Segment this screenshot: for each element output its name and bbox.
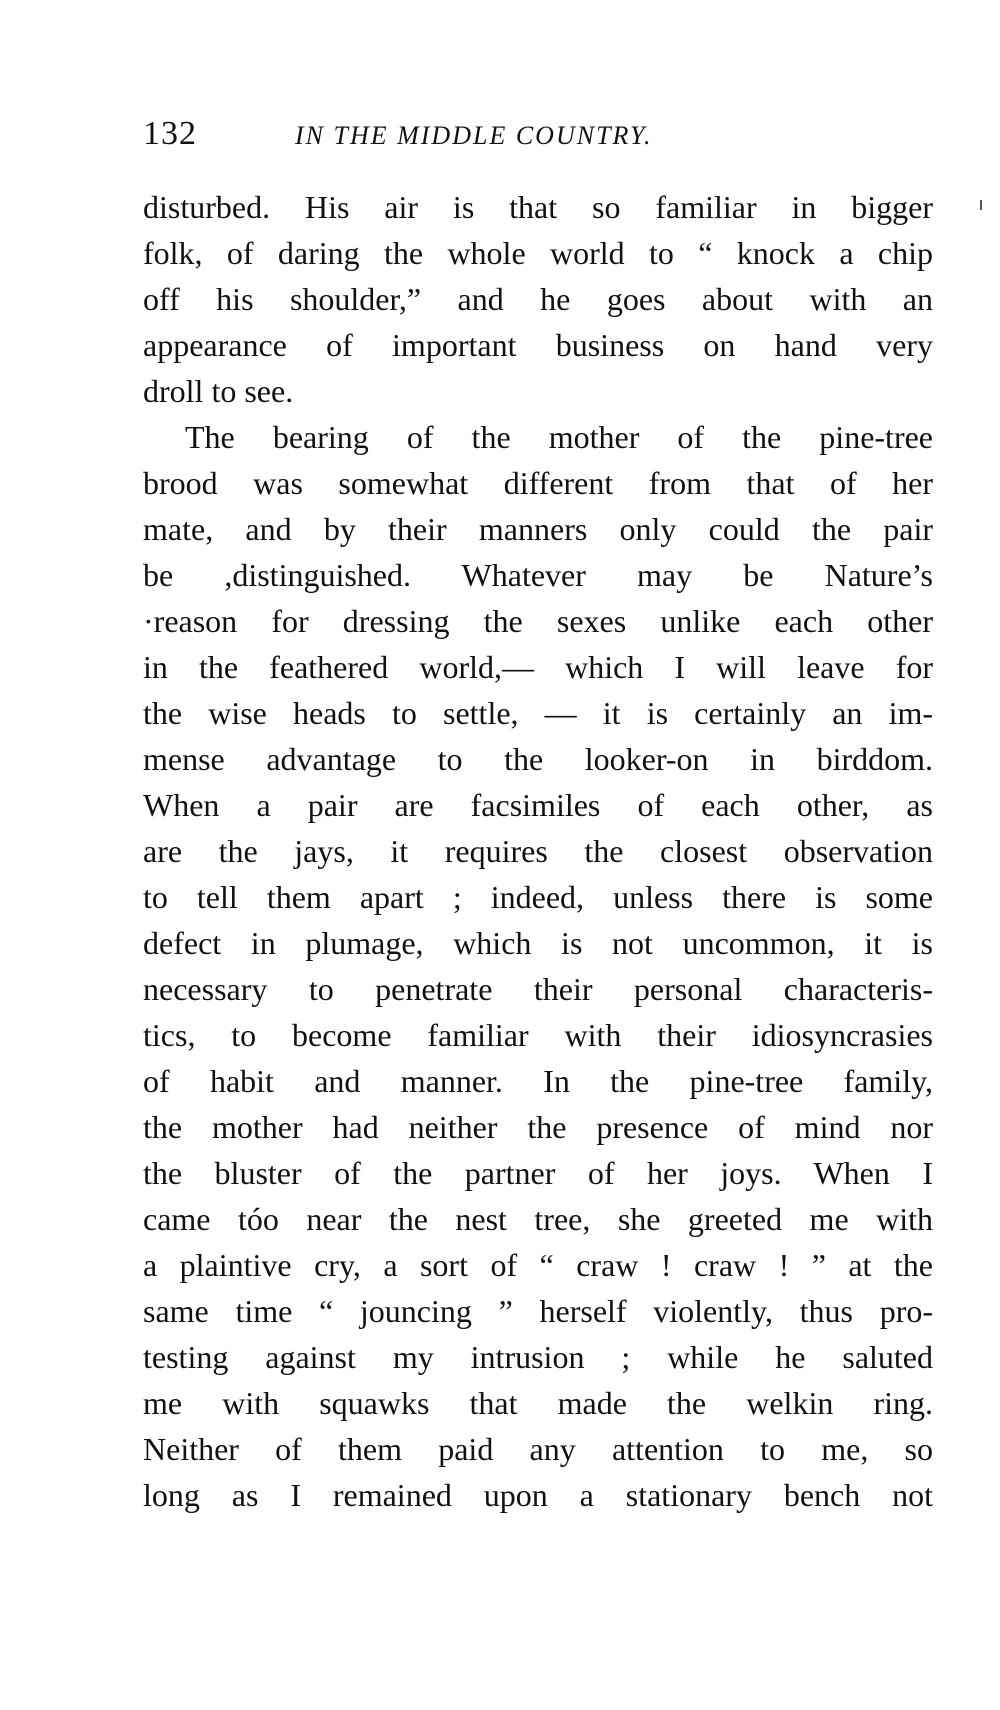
- text-line: folk, of daring the whole world to “ knock a chip: [143, 235, 933, 271]
- text-line: the wise heads to settle, — it is certainly an im-: [143, 695, 933, 731]
- margin-mark: [980, 200, 982, 210]
- text-line: me with squawks that made the welkin ring.: [143, 1385, 933, 1421]
- text-line: Neither of them paid any attention to me, so: [143, 1431, 933, 1467]
- text-line: came tóo near the nest tree, she greeted me with: [143, 1201, 933, 1237]
- body-text: [143, 184, 933, 1518]
- page-header: [143, 112, 933, 156]
- text-line: long as I remained upon a stationary bench not: [143, 1477, 933, 1513]
- text-line: brood was somewhat different from that of her: [143, 465, 933, 501]
- text-line: ·reason for dressing the sexes unlike each other: [143, 603, 933, 639]
- text-line: When a pair are facsimiles of each other, as: [143, 787, 933, 823]
- text-line: mate, and by their manners only could the pair: [143, 511, 933, 547]
- text-line: are the jays, it requires the closest observation: [143, 833, 933, 869]
- text-line: mense advantage to the looker-on in birddom.: [143, 741, 933, 777]
- running-head: IN THE MIDDLE COUNTRY.: [295, 121, 653, 150]
- text-line: necessary to penetrate their personal characteris-: [143, 971, 933, 1007]
- text-line: the bluster of the partner of her joys. When I: [143, 1155, 933, 1191]
- text-line: tics, to become familiar with their idiosyncrasies: [143, 1017, 933, 1053]
- text-line: of habit and manner. In the pine-tree family,: [143, 1063, 933, 1099]
- text-line: off his shoulder,” and he goes about with an: [143, 281, 933, 317]
- text-line: The bearing of the mother of the pine-tree: [185, 419, 933, 455]
- text-line: appearance of important business on hand very: [143, 327, 933, 363]
- text-line: disturbed. His air is that so familiar in bigger: [143, 189, 933, 225]
- text-line: in the feathered world,— which I will leave for: [143, 649, 933, 685]
- text-line: to tell them apart ; indeed, unless there is some: [143, 879, 933, 915]
- text-line: a plaintive cry, a sort of “ craw ! craw ! ” at the: [143, 1247, 933, 1283]
- text-line: defect in plumage, which is not uncommon, it is: [143, 925, 933, 961]
- text-line: be ,distinguished. Whatever may be Nature’s: [143, 557, 933, 593]
- text-line: testing against my intrusion ; while he saluted: [143, 1339, 933, 1375]
- text-line: the mother had neither the presence of mind nor: [143, 1109, 933, 1145]
- page-number: 132: [143, 115, 197, 152]
- text-line: droll to see.: [143, 373, 294, 409]
- text-line: same time “ jouncing ” herself violently, thus pro-: [143, 1293, 933, 1329]
